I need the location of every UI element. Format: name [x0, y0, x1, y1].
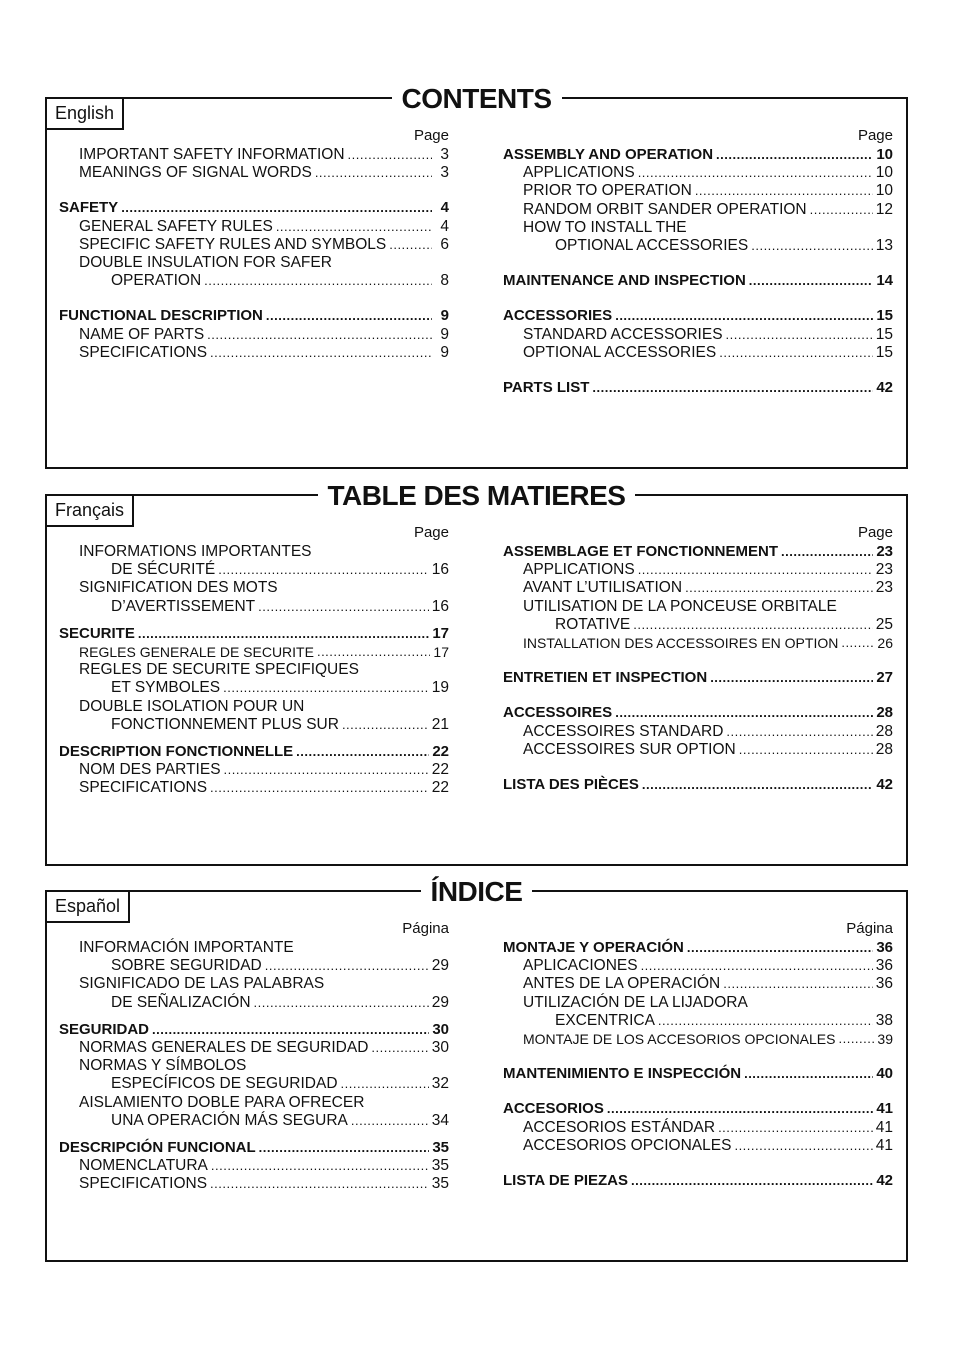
- toc-entry: OPTIONAL ACCESSORIES ..... 15: [503, 344, 893, 362]
- toc-entry: INSTALLATION DES ACCESSOIRES EN OPTION ..... 26: [503, 634, 893, 652]
- toc-entry: RANDOM ORBIT SANDER OPERATION ..... 12: [503, 201, 893, 219]
- toc-heading-entry: MONTAJE Y OPERACIÓN ..... 36: [503, 939, 893, 957]
- toc-entry: APLICACIONES ..... 36: [503, 957, 893, 975]
- toc-entry: OPTIONAL ACCESSORIES ..... 13: [503, 237, 893, 255]
- toc-heading-entry: SECURITE ..... 17: [59, 625, 449, 643]
- toc-entry: ACCESORIOS OPCIONALES ..... 41: [503, 1137, 893, 1155]
- toc-right-column: [503, 524, 893, 794]
- toc-entry-line: UTILIZACIÓN DE LA LIJADORA: [523, 993, 748, 1011]
- section-title: CONTENTS: [392, 81, 562, 117]
- toc-heading-entry: ENTRETIEN ET INSPECTION ..... 27: [503, 669, 893, 687]
- section-title: TABLE DES MATIERES: [318, 478, 636, 514]
- toc-entry: APPLICATIONS ..... 23: [503, 561, 893, 579]
- toc-heading-entry: ASSEMBLAGE ET FONCTIONNEMENT ..... 23: [503, 543, 893, 561]
- language-label: Français: [47, 496, 134, 527]
- toc-entry: NOM DES PARTIES ..... 22: [59, 761, 449, 779]
- toc-heading-entry: ASSEMBLY AND OPERATION ..... 10: [503, 146, 893, 164]
- toc-entry: DE SÉCURITÉ ..... 16: [59, 561, 449, 579]
- toc-heading-entry: MAINTENANCE AND INSPECTION ..... 14: [503, 272, 893, 290]
- toc-entry: NAME OF PARTS ..... 9: [59, 326, 449, 344]
- section-title: ÍNDICE: [421, 874, 533, 910]
- toc-entry: ESPECÍFICOS DE SEGURIDAD ..... 32: [59, 1075, 449, 1093]
- page-column-header: Page: [857, 127, 893, 144]
- toc-heading-entry: ACCESSORIES ..... 15: [503, 307, 893, 325]
- toc-entry-line: SIGNIFICATION DES MOTS: [79, 579, 278, 597]
- toc-entry: ROTATIVE ..... 25: [503, 616, 893, 634]
- toc-heading-entry: LISTA DES PIÈCES ..... 42: [503, 776, 893, 794]
- toc-entry: SPECIFICATIONS ..... 9: [59, 344, 449, 362]
- toc-heading-entry: FUNCTIONAL DESCRIPTION ..... 9: [59, 307, 449, 325]
- toc-entry: PRIOR TO OPERATION ..... 10: [503, 182, 893, 200]
- toc-entry: STANDARD ACCESSORIES ..... 15: [503, 326, 893, 344]
- toc-heading-entry: MANTENIMIENTO E INSPECCIÓN ..... 40: [503, 1065, 893, 1083]
- toc-right-column: [503, 127, 893, 397]
- toc-entry: ET SYMBOLES ..... 19: [59, 679, 449, 697]
- toc-heading-entry: ACCESSOIRES ..... 28: [503, 704, 893, 722]
- page-column-header: Página: [846, 920, 893, 937]
- toc-entry: SPECIFIC SAFETY RULES AND SYMBOLS ..... 6: [59, 236, 449, 254]
- toc-entry: GENERAL SAFETY RULES ..... 4: [59, 218, 449, 236]
- toc-entry: ANTES DE LA OPERACIÓN ..... 36: [503, 975, 893, 993]
- toc-entry: SPECIFICATIONS ..... 22: [59, 779, 449, 797]
- language-label: Español: [47, 892, 130, 923]
- toc-section-francais: [45, 480, 908, 866]
- page-column-header: Page: [413, 127, 449, 144]
- toc-entry-line: SIGNIFICADO DE LAS PALABRAS: [79, 975, 325, 993]
- toc-entry-line: INFORMACIÓN IMPORTANTE: [79, 939, 294, 956]
- toc-section-espanol: [45, 876, 908, 1262]
- toc-entry: D’AVERTISSEMENT ..... 16: [59, 598, 449, 616]
- toc-entry-line: NORMAS Y SÍMBOLOS: [79, 1057, 247, 1075]
- toc-left-column: [59, 524, 449, 798]
- toc-entry: ACCESORIOS ESTÁNDAR ..... 41: [503, 1119, 893, 1137]
- toc-heading-entry: ACCESORIOS ..... 41: [503, 1100, 893, 1118]
- toc-entry: APPLICATIONS ..... 10: [503, 164, 893, 182]
- toc-entry-line: UTILISATION DE LA PONCEUSE ORBITALE: [523, 597, 837, 615]
- toc-heading-entry: LISTA DE PIEZAS ..... 42: [503, 1172, 893, 1190]
- toc-entry: SPECIFICATIONS ..... 35: [59, 1175, 449, 1193]
- toc-entry: MONTAJE DE LOS ACCESORIOS OPCIONALES ..... 39: [503, 1030, 893, 1048]
- toc-entry: EXCENTRICA ..... 38: [503, 1012, 893, 1030]
- toc-entry: FONCTIONNEMENT PLUS SUR ..... 21: [59, 716, 449, 734]
- toc-entry-line: AISLAMIENTO DOBLE PARA OFRECER: [79, 1093, 365, 1111]
- toc-entry-line: HOW TO INSTALL THE: [523, 218, 687, 236]
- toc-entry: DE SEÑALIZACIÓN ..... 29: [59, 994, 449, 1012]
- toc-section-english: [45, 83, 908, 469]
- toc-entry: IMPORTANT SAFETY INFORMATION ..... 3: [59, 146, 449, 164]
- toc-heading-entry: DESCRIPTION FONCTIONNELLE ..... 22: [59, 743, 449, 761]
- toc-right-column: [503, 920, 893, 1190]
- page-column-header: Page: [413, 524, 449, 541]
- toc-entry: ACCESSOIRES SUR OPTION ..... 28: [503, 741, 893, 759]
- toc-entry: MEANINGS OF SIGNAL WORDS ..... 3: [59, 164, 449, 182]
- language-label: English: [47, 99, 124, 130]
- toc-entry: UNA OPERACIÓN MÁS SEGURA ..... 34: [59, 1112, 449, 1130]
- toc-entry: NORMAS GENERALES DE SEGURIDAD ..... 30: [59, 1039, 449, 1057]
- toc-entry: SOBRE SEGURIDAD ..... 29: [59, 957, 449, 975]
- toc-entry: OPERATION ..... 8: [59, 272, 449, 290]
- toc-heading-entry: DESCRIPCIÓN FUNCIONAL ..... 35: [59, 1139, 449, 1157]
- toc-entry: AVANT L’UTILISATION ..... 23: [503, 579, 893, 597]
- toc-entry: NOMENCLATURA ..... 35: [59, 1157, 449, 1175]
- toc-entry-line: INFORMATIONS IMPORTANTES: [79, 543, 312, 560]
- toc-heading-entry: PARTS LIST ..... 42: [503, 379, 893, 397]
- toc-entry-line: REGLES DE SECURITE SPECIFIQUES: [79, 661, 359, 679]
- toc-left-column: [59, 920, 449, 1194]
- toc-left-column: [59, 127, 449, 362]
- page-column-header: Página: [402, 920, 449, 937]
- page-column-header: Page: [857, 524, 893, 541]
- toc-entry-line: DOUBLE INSULATION FOR SAFER: [79, 254, 332, 272]
- toc-heading-entry: SAFETY ..... 4: [59, 199, 449, 217]
- toc-entry: REGLES GENERALE DE SECURITE ..... 17: [59, 643, 449, 661]
- toc-entry: ACCESSOIRES STANDARD ..... 28: [503, 723, 893, 741]
- toc-entry-line: DOUBLE ISOLATION POUR UN: [79, 697, 305, 715]
- toc-heading-entry: SEGURIDAD ..... 30: [59, 1021, 449, 1039]
